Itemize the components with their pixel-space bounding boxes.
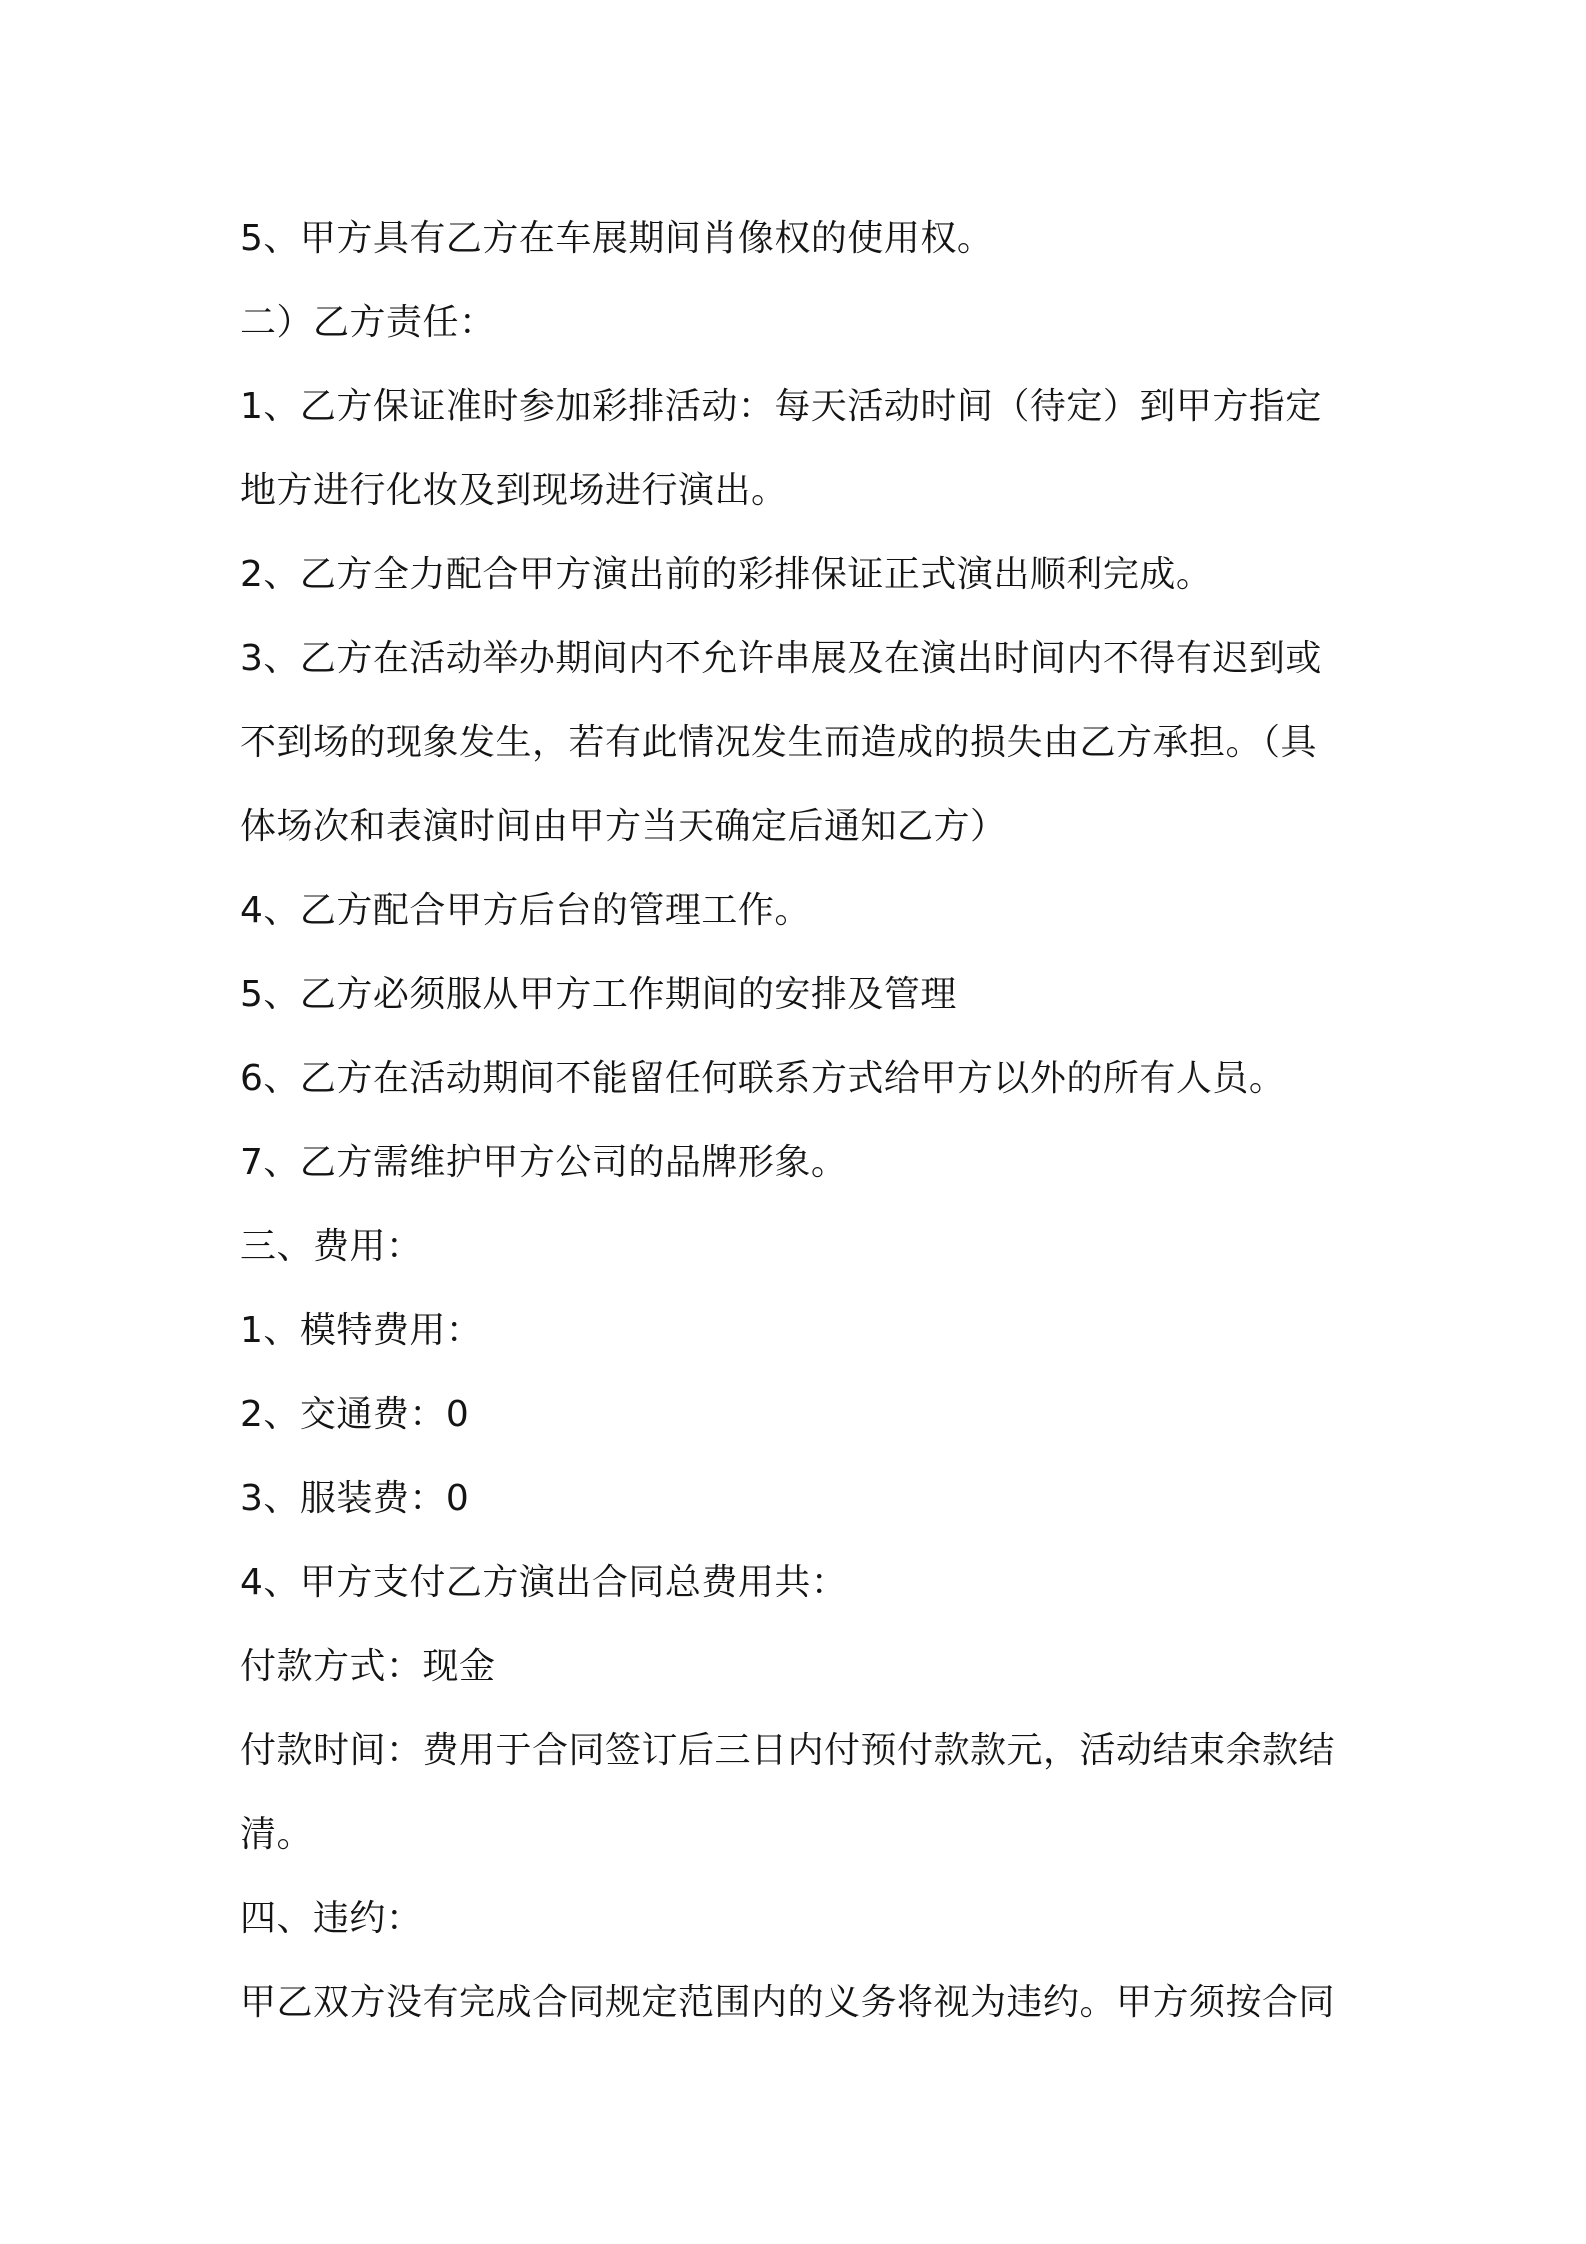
- payment-method: 付款方式：现金: [240, 1646, 496, 1687]
- clause-b3-line-1: 3、乙方在活动举办期间内不允许串展及在演出时间内不得有迟到或: [240, 638, 1322, 679]
- section-heading-breach: 四、违约：: [240, 1898, 423, 1939]
- payment-time-line-1: 付款时间：费用于合同签订后三日内付预付款款元，活动结束余款结: [240, 1730, 1336, 1771]
- clause-b1-line-2: 地方进行化妆及到现场进行演出。: [240, 470, 788, 511]
- clause-b3-line-3: 体场次和表演时间由甲方当天确定后通知乙方）: [240, 806, 1007, 847]
- clause-b2: 2、乙方全力配合甲方演出前的彩排保证正式演出顺利完成。: [240, 554, 1213, 595]
- document-body: [240, 197, 1370, 2045]
- clause-b6: 6、乙方在活动期间不能留任何联系方式给甲方以外的所有人员。: [240, 1058, 1286, 1099]
- payment-time-line-2: 清。: [240, 1814, 314, 1855]
- clause-b1-line-1: 1、乙方保证准时参加彩排活动：每天活动时间（待定）到甲方指定: [240, 386, 1322, 427]
- clause-party-a-portrait-rights: 5、甲方具有乙方在车展期间肖像权的使用权。: [240, 218, 994, 259]
- clause-b3-line-2: 不到场的现象发生，若有此情况发生而造成的损失由乙方承担。（具: [240, 722, 1318, 763]
- fee-model: 1、模特费用：: [240, 1310, 483, 1351]
- fee-total: 4、甲方支付乙方演出合同总费用共：: [240, 1562, 848, 1603]
- breach-clause-line-1: 甲乙双方没有完成合同规定范围内的义务将视为违约。甲方须按合同: [240, 1982, 1336, 2023]
- clause-b7: 7、乙方需维护甲方公司的品牌形象。: [240, 1142, 848, 1183]
- section-heading-party-b-duties: 二）乙方责任：: [240, 302, 496, 343]
- clause-b4: 4、乙方配合甲方后台的管理工作。: [240, 890, 811, 931]
- clause-b5: 5、乙方必须服从甲方工作期间的安排及管理: [240, 974, 957, 1015]
- fee-costume: 3、服装费：0: [240, 1478, 470, 1519]
- section-heading-fees: 三、费用：: [240, 1226, 423, 1267]
- fee-transport: 2、交通费：0: [240, 1394, 470, 1435]
